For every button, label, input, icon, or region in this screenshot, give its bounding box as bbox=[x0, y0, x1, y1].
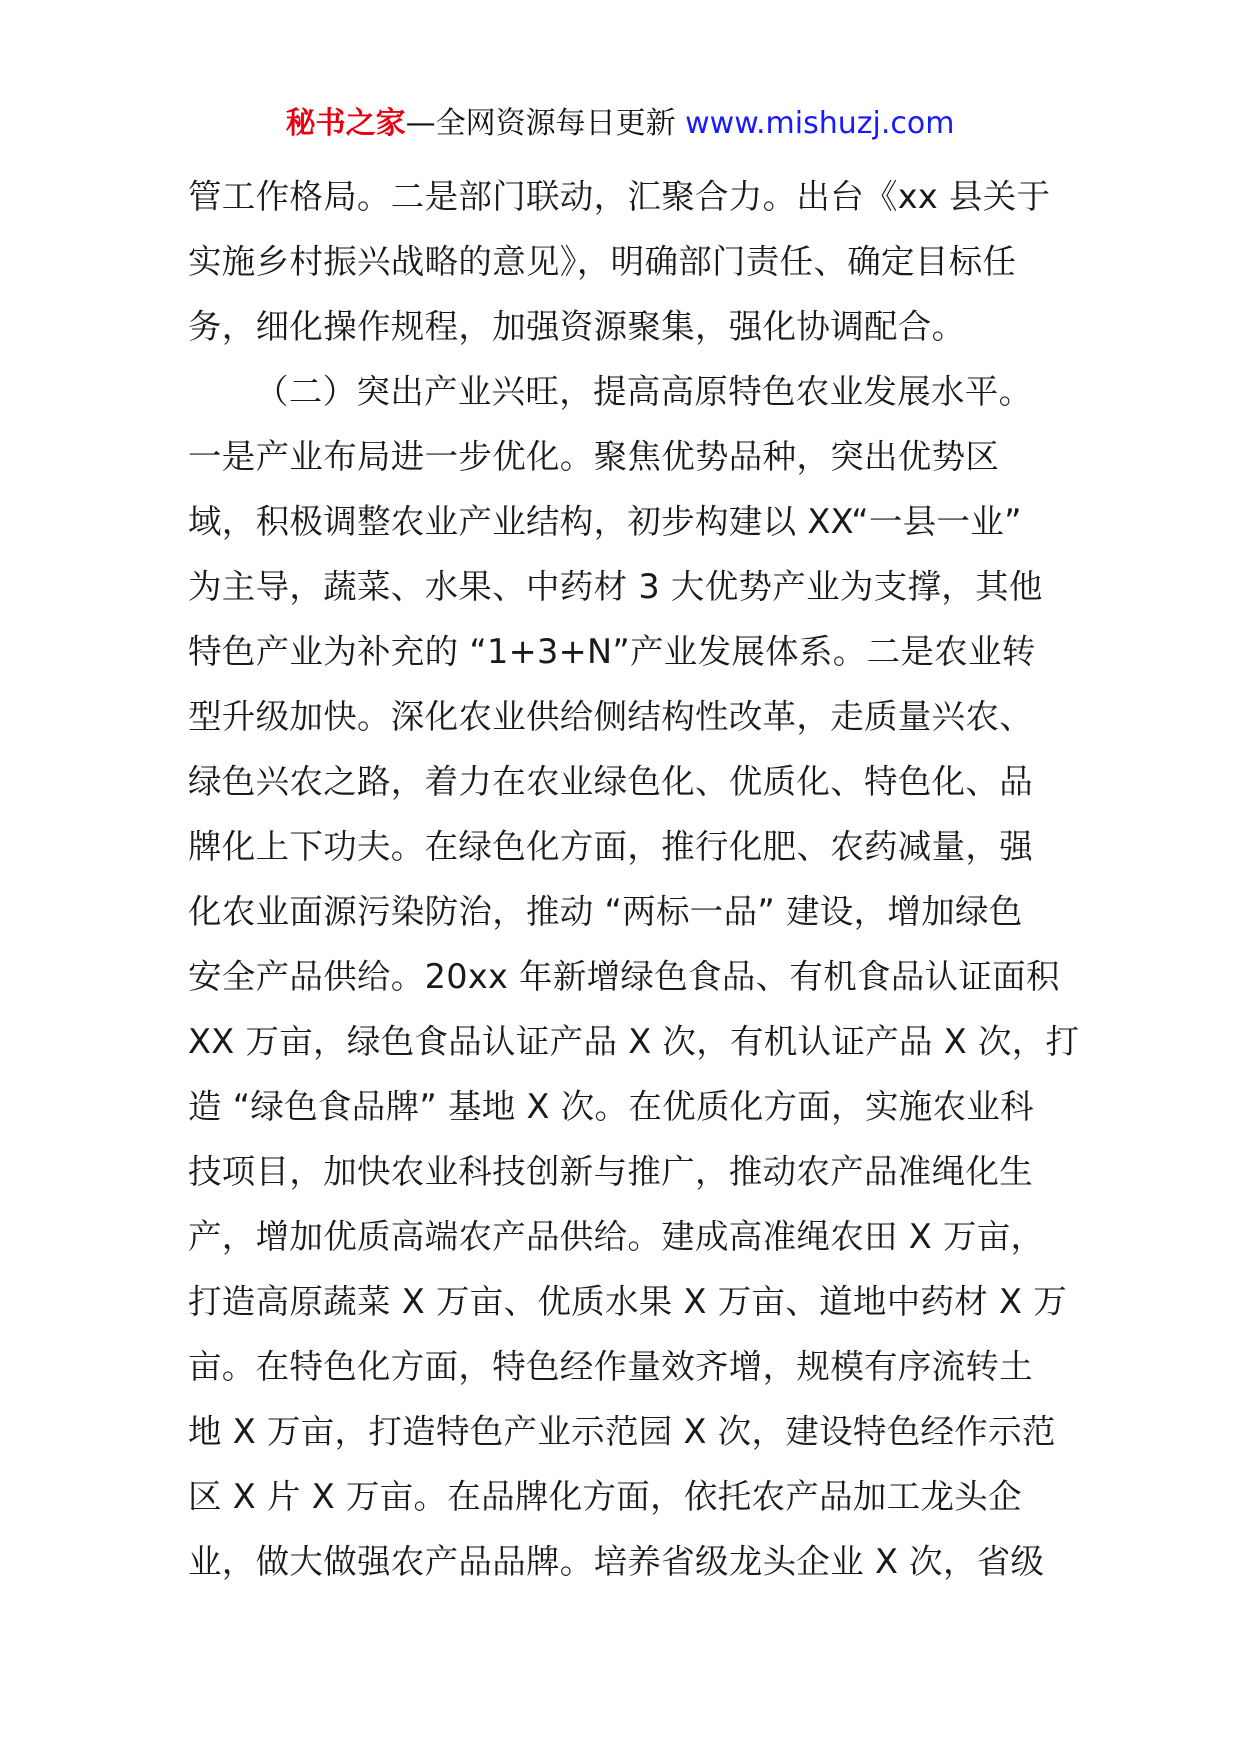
header-brand: 秘书之家 bbox=[285, 106, 406, 141]
text-line: 绿色兴农之路，着力在农业绿色化、优质化、特色化、品 bbox=[188, 762, 1033, 801]
text-line: 牌化上下功夫。在绿色化方面，推行化肥、农药减量，强 bbox=[188, 827, 1033, 866]
text-line: 地 X 万亩，打造特色产业示范园 X 次，建设特色经作示范 bbox=[188, 1412, 1056, 1451]
text-line: 业，做大做强农产品品牌。培养省级龙头企业 X 次，省级 bbox=[188, 1542, 1045, 1581]
text-line: 亩。在特色化方面，特色经作量效齐增，规模有序流转土 bbox=[188, 1347, 1033, 1386]
text-line: 区 X 片 X 万亩。在品牌化方面，依托农产品加工龙头企 bbox=[188, 1477, 1022, 1516]
text-line: 务，细化操作规程，加强资源聚集，强化协调配合。 bbox=[188, 307, 966, 346]
text-line: 技项目，加快农业科技创新与推广，推动农产品准绳化生 bbox=[188, 1152, 1033, 1191]
text-line: 特色产业为补充的 “1+3+N”产业发展体系。二是农业转 bbox=[188, 632, 1036, 671]
text-line: 一是产业布局进一步优化。聚焦优势品种，突出优势区 bbox=[188, 437, 1000, 476]
text-line: 管工作格局。二是部门联动，汇聚合力。出台《xx 县关于 bbox=[188, 177, 1051, 216]
header-site-link[interactable]: www.mishuzj.com bbox=[685, 106, 955, 141]
header-tagline: —全网资源每日更新 bbox=[405, 106, 686, 141]
text-line: 打造高原蔬菜 X 万亩、优质水果 X 万亩、道地中药材 X 万 bbox=[188, 1282, 1068, 1321]
text-line: 造 “绿色食品牌” 基地 X 次。在优质化方面，实施农业科 bbox=[188, 1087, 1034, 1126]
text-line: 域，积极调整农业产业结构，初步构建以 XX“一县一业” bbox=[188, 502, 1022, 541]
page-header bbox=[0, 104, 1240, 144]
section-heading-line: （二）突出产业兴旺，提高高原特色农业发展水平。 bbox=[255, 372, 1033, 411]
text-line: 化农业面源污染防治，推动 “两标一品” 建设，增加绿色 bbox=[188, 892, 1023, 931]
document-body bbox=[188, 164, 1080, 1594]
text-line: 实施乡村振兴战略的意见》，明确部门责任、确定目标任 bbox=[188, 242, 1017, 281]
text-line: 型升级加快。深化农业供给侧结构性改革，走质量兴农、 bbox=[188, 697, 1033, 736]
text-line: 安全产品供给。20xx 年新增绿色食品、有机食品认证面积 bbox=[188, 957, 1060, 996]
text-line: 产，增加优质高端农产品供给。建成高准绳农田 X 万亩， bbox=[188, 1217, 1045, 1256]
text-line: 为主导，蔬菜、水果、中药材 3 大优势产业为支撑，其他 bbox=[188, 567, 1043, 606]
text-line: XX 万亩，绿色食品认证产品 X 次，有机认证产品 X 次，打 bbox=[188, 1022, 1080, 1061]
